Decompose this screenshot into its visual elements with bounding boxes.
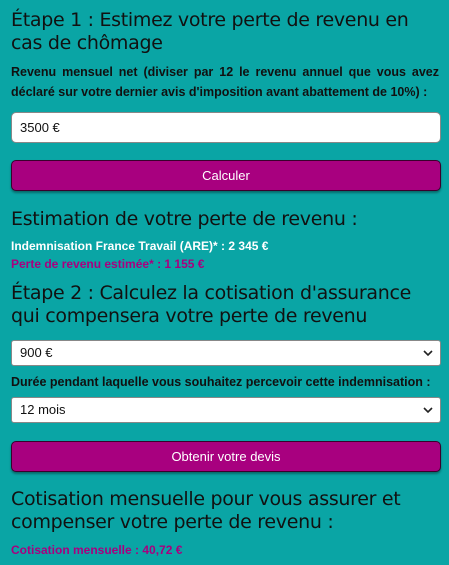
get-quote-button[interactable]: Obtenir votre devis	[11, 441, 441, 472]
chevron-down-icon	[423, 405, 433, 415]
are-indemnity-text: Indemnisation France Travail (ARE)* : 2 345 €	[11, 239, 269, 253]
monthly-premium-text: Cotisation mensuelle : 40,72 €	[11, 543, 183, 557]
estimated-loss-text: Perte de revenu estimée* : 1 155 €	[11, 257, 205, 271]
coverage-amount-select[interactable]	[11, 340, 441, 366]
duration-select[interactable]	[11, 397, 441, 423]
income-input[interactable]: 3500 €	[11, 112, 441, 143]
result-title: Cotisation mensuelle pour vous assurer et compenser votre perte de revenu :	[11, 488, 401, 533]
unemployment-calculator	[0, 9, 449, 559]
duration-label: Durée pendant laquelle vous souhaitez percevoir cette indemnisation :	[11, 375, 431, 389]
coverage-amount-value: 900 €	[20, 345, 53, 360]
step2-title: Étape 2 : Calculez la cotisation d'assurance qui compensera votre perte de revenu	[11, 282, 412, 327]
chevron-down-icon	[423, 348, 433, 358]
calculate-button[interactable]: Calculer	[11, 160, 441, 191]
step1-title: Étape 1 : Estimez votre perte de revenu en cas de chômage	[11, 9, 409, 54]
income-label: Revenu mensuel net (diviser par 12 le revenu annuel que vous avez déclaré sur votre dernier avis d'imposition avant abattement de 10%) :	[11, 65, 439, 99]
duration-value: 12 mois	[20, 402, 66, 417]
estimate-title: Estimation de votre perte de revenu :	[11, 208, 358, 230]
